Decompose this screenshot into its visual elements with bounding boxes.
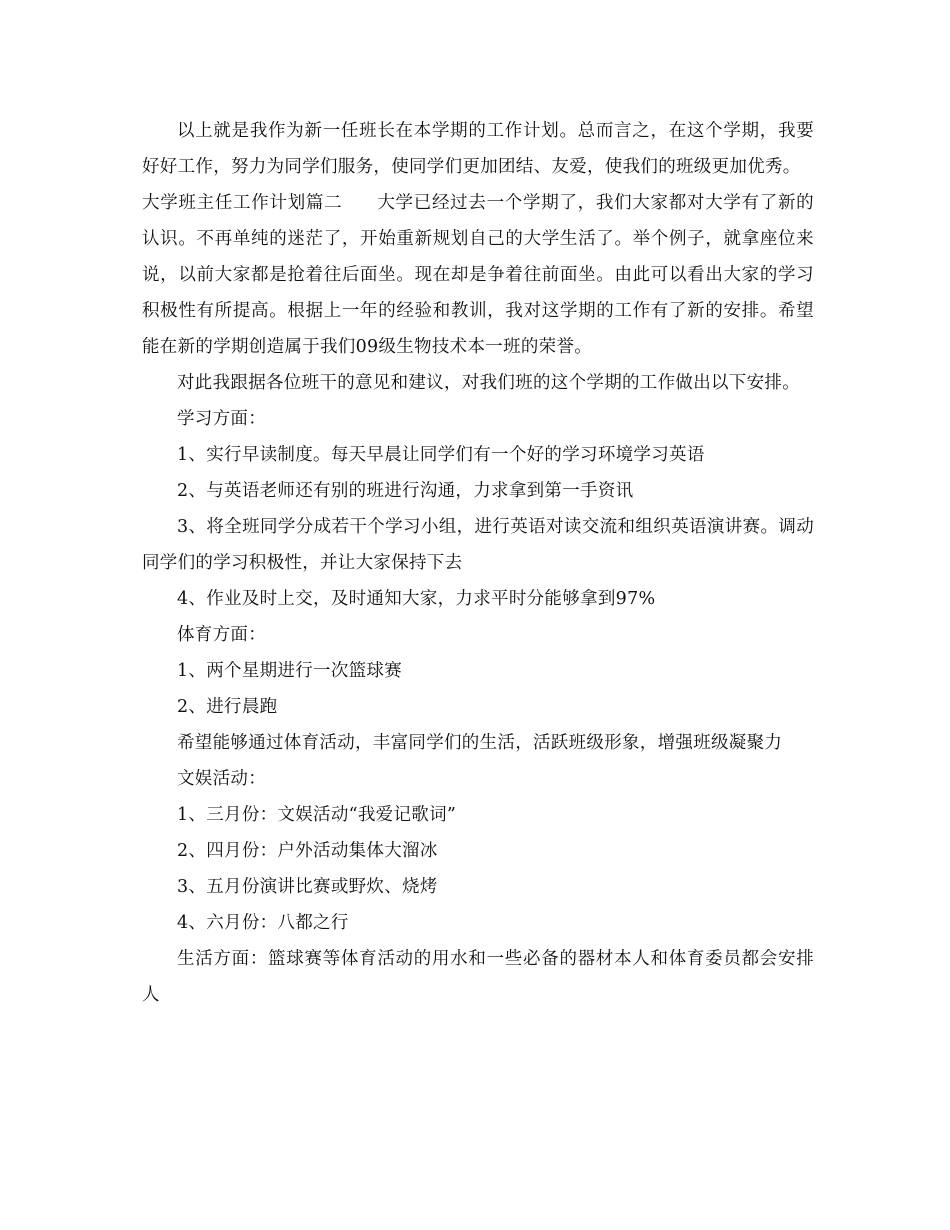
- study-item-4: 4、作业及时上交，及时通知大家，力求平时分能够拿到97%: [177, 589, 656, 609]
- paragraph-plan-two: [142, 185, 814, 365]
- sports-item-1: 1、两个星期进行一次篮球赛: [177, 661, 403, 681]
- study-item-3: 3、将全班同学分成若干个学习小组，进行英语对读交流和组织英语演讲赛。调动同学们的学习积极性，并让大家保持下去: [142, 517, 814, 573]
- entertainment-item-3: 3、五月份演讲比赛或野炊、烧烤: [177, 877, 438, 897]
- document-body: [142, 113, 814, 1013]
- paragraph-plan-two-body: 大学已经过去一个学期了，我们大家都对大学有了新的认识。不再单纯的迷茫了，开始重新规划自己的大学生活了。举个例子，就拿座位来说，以前大家都是抢着往后面坐。现在却是争着往前面坐。由此可以看出大家的学习积极性有所提高。根据上一年的经验和教训，我对这学期的工作有了新的安排。希望能在新的学期创造属于我们09级生物技术本一班的荣誉。: [142, 193, 814, 357]
- study-heading: 学习方面：: [177, 409, 266, 429]
- study-item-1: 1、实行早读制度。每天早晨让同学们有一个好的学习环境学习英语: [177, 445, 705, 465]
- section-title: 大学班主任工作计划篇二: [142, 193, 343, 213]
- entertainment-heading: 文娱活动：: [177, 769, 266, 789]
- sports-heading: 体育方面：: [177, 625, 266, 645]
- entertainment-item-4: 4、六月份：八都之行: [177, 913, 349, 933]
- entertainment-item-2: 2、四月份：户外活动集体大溜冰: [177, 841, 438, 861]
- paragraph-arrangement: 对此我跟据各位班干的意见和建议，对我们班的这个学期的工作做出以下安排。: [177, 373, 800, 393]
- entertainment-item-1: 1、三月份：文娱活动“我爱记歌词”: [177, 805, 457, 825]
- paragraph-summary: 以上就是我作为新一任班长在本学期的工作计划。总而言之，在这个学期，我要好好工作，努力为同学们服务，使同学们更加团结、友爱，使我们的班级更加优秀。: [142, 121, 814, 177]
- life-paragraph: 生活方面：篮球赛等体育活动的用水和一些必备的器材本人和体育委员都会安排人: [142, 949, 814, 1005]
- sports-summary: 希望能够通过体育活动，丰富同学们的生活，活跃班级形象，增强班级凝聚力: [177, 733, 783, 753]
- sports-item-2: 2、进行晨跑: [177, 697, 278, 717]
- study-item-2: 2、与英语老师还有别的班进行沟通，力求拿到第一手资讯: [177, 481, 634, 501]
